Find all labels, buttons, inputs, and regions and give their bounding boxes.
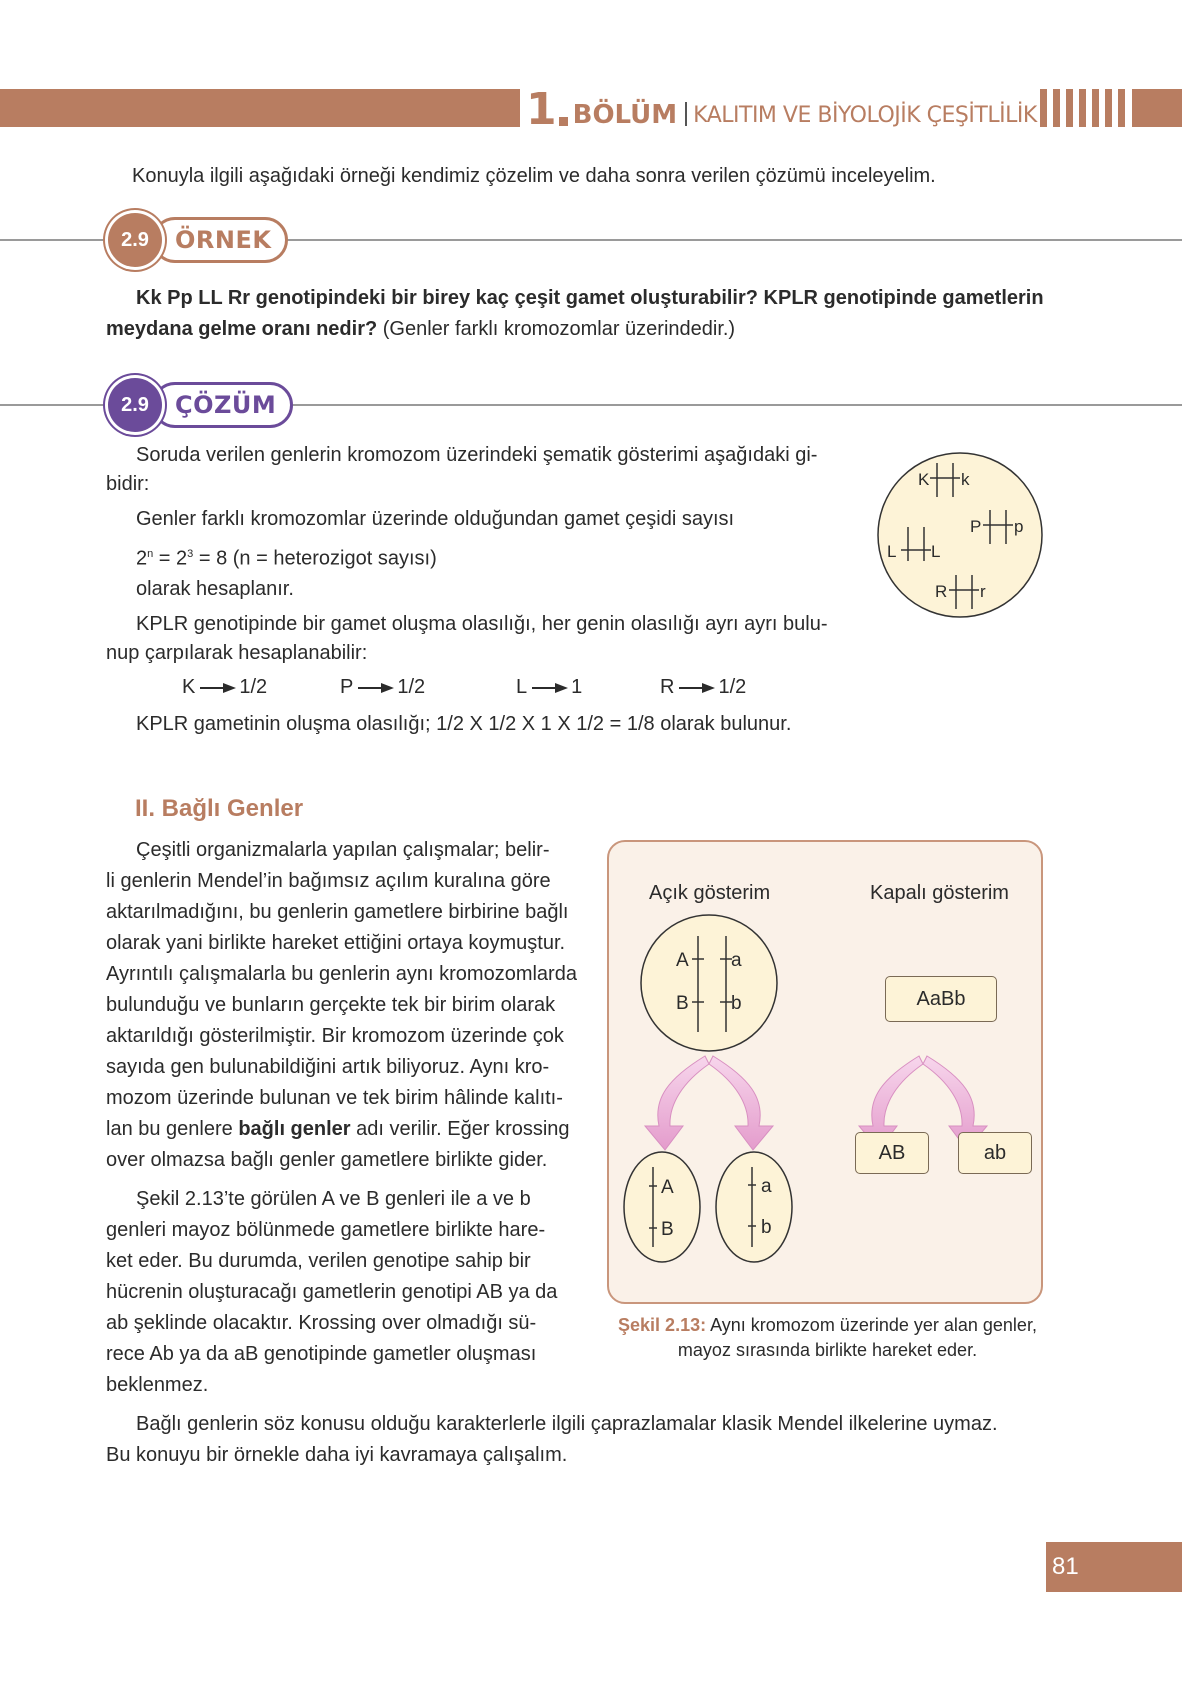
- figure-2-13: [607, 840, 1043, 1304]
- solution-p4-line2: nup çarpılarak hesaplanabilir:: [106, 642, 368, 664]
- arrow-icon: [199, 682, 237, 694]
- gamete2-gene-a: a: [761, 1176, 772, 1197]
- question-bold: Kk Pp LL Rr genotipindeki bir birey kaç çeşit gamet oluşturabilir? KPLR genotipinde gametlerin meydana gelme oranı nedir?: [106, 287, 1044, 340]
- chapter-heading: [526, 84, 1037, 135]
- parent-cell: [641, 915, 777, 1051]
- header-bar: [0, 89, 520, 127]
- chapter-dot: [559, 117, 568, 126]
- gene-a: a: [731, 950, 742, 971]
- example-number: 2.9: [108, 213, 162, 267]
- linked-genes-paragraph-2: Şekil 2.13’te görülen A ve B genleri ile a ve b genleri mayoz bölünmede gametlere birlikte hare- ket eder. Bu durumda, verilen genotipe sahip bir hücrenin oluşturacağı gametlerin genotipi AB ya da ab şeklinde olacaktır. Krossing over olmadığı sü- rece Ab ya da aB genotipinde gametler oluşması beklenmez.: [106, 1188, 558, 1396]
- chapter-separator: [685, 102, 687, 126]
- arrow-icon: [357, 682, 395, 694]
- section-title: II. Bağlı Genler: [135, 795, 304, 822]
- solution-p1-line1: Soruda verilen genlerin kromozom üzerindeki şematik gösterimi aşağıdaki gi-: [136, 444, 818, 466]
- solution-p3: olarak hesaplanır.: [136, 578, 294, 600]
- gamete1-gene-A: A: [661, 1177, 674, 1198]
- closed-gamete-ab: ab: [958, 1132, 1032, 1174]
- solution-p2: Genler farklı kromozomlar üzerinde olduğundan gamet çeşidi sayısı: [136, 508, 735, 530]
- gamete-ab-cell: [716, 1152, 792, 1262]
- gamete1-gene-B: B: [661, 1219, 674, 1240]
- genotype-box: AaBb: [885, 976, 997, 1022]
- gene-label-k: k: [961, 470, 970, 489]
- open-representation-label: Açık gösterim: [649, 882, 771, 904]
- example-question: [106, 283, 1056, 345]
- gene-label-L1: L: [887, 542, 897, 561]
- solution-number: 2.9: [108, 378, 162, 432]
- gene-label-p: p: [1014, 517, 1024, 536]
- example-badge: [108, 212, 288, 268]
- arrow-icon: [531, 682, 569, 694]
- question-note: (Genler farklı kromozomlar üzerindedir.): [377, 318, 736, 340]
- gamet-formula: $2^n = 2^3 = 8$ (n = heterozigot sayısı): [136, 547, 437, 570]
- prob-r: R 1/2: [660, 676, 747, 698]
- prob-p: P 1/2: [340, 676, 426, 698]
- page-number: 81: [1046, 1542, 1182, 1592]
- linked-genes-diagram: [609, 842, 1045, 1306]
- gene-label-P: P: [970, 517, 982, 536]
- example-label: ÖRNEK: [152, 217, 288, 263]
- arrow-right-open: [709, 1056, 773, 1150]
- header-tail: [1132, 89, 1182, 127]
- intro-text: Konuyla ilgili aşağıdaki örneği kendimiz çözelim ve daha sonra verilen çözümü inceleyelim.: [132, 165, 936, 187]
- term-linked-genes: bağlı genler: [238, 1118, 351, 1140]
- solution-result: KPLR gametinin oluşma olasılığı; 1/2 X 1/2 X 1 X 1/2 = 1/8 olarak bulunur.: [136, 713, 792, 735]
- chromosome-circle-diagram: [875, 450, 1045, 620]
- prob-l: L 1: [516, 676, 583, 698]
- arrow-left-open: [645, 1056, 709, 1150]
- gamete-AB-cell: [624, 1152, 700, 1262]
- chapter-word: BÖLÜM: [572, 100, 678, 130]
- chapter-number: 1: [526, 84, 557, 135]
- gene-A: A: [676, 950, 689, 971]
- gene-label-R: R: [935, 582, 948, 601]
- solution-label: ÇÖZÜM: [152, 382, 293, 428]
- solution-p4-line1: KPLR genotipinde bir gamet oluşma olasılığı, her genin olasılığı ayrı ayrı bulu-: [136, 613, 828, 635]
- gamete2-gene-b: b: [761, 1217, 772, 1238]
- closed-gamete-AB: AB: [855, 1132, 929, 1174]
- solution-p1-line2: bidir:: [106, 473, 150, 495]
- linked-genes-paragraph-1: Çeşitli organizmalarla yapılan çalışmalar; belir- li genlerin Mendel’in bağımsız açılım kuralına göre aktarılmadığını, bu genlerin gametlere birbirine bağlı olarak yani birlikte hareket ettiğini ortaya koymuştur. Ayrıntılı çalışmalarla bu genlerin aynı kromozomlarda bulunduğu ve bunların gerçekte tek bir birim olarak aktarıldığı gösterilmiştir. Bir kromozom üzerinde çok sayıda gen bulunabildiğini artık biliyoruz. Aynı kro- mozom üzerinde bulunan ve tek birim hâlinde kalıtı- lan bu genlere bağlı genler adı verilir. Eğer krossing over olmazsa bağlı genler gametlere birlikte gider.: [106, 839, 577, 1171]
- caption-label: Şekil 2.13:: [618, 1315, 707, 1335]
- gene-label-L2: L: [931, 542, 941, 561]
- figure-caption: Şekil 2.13: Aynı kromozom üzerinde yer alan genler, mayoz sırasında birlikte hareket eder.: [618, 1315, 1037, 1360]
- gene-label-K: K: [918, 470, 930, 489]
- header-stripes: [1040, 89, 1131, 127]
- linked-genes-paragraph-3: Bağlı genlerin söz konusu olduğu karakterlerle ilgili çaprazlamalar klasik Mendel ilkelerine uymaz. Bu konuyu bir örnekle daha iyi kavramaya çalışalım.: [106, 1413, 998, 1466]
- prob-k: K 1/2: [182, 676, 268, 698]
- closed-representation-label: Kapalı gösterim: [870, 882, 1009, 904]
- gene-B: B: [676, 993, 689, 1014]
- gene-label-r: r: [980, 582, 986, 601]
- gene-b: b: [731, 993, 742, 1014]
- chapter-title: KALITIM VE BİYOLOJİK ÇEŞİTLİLİK: [693, 103, 1037, 128]
- solution-badge: [108, 377, 293, 433]
- arrow-icon: [678, 682, 716, 694]
